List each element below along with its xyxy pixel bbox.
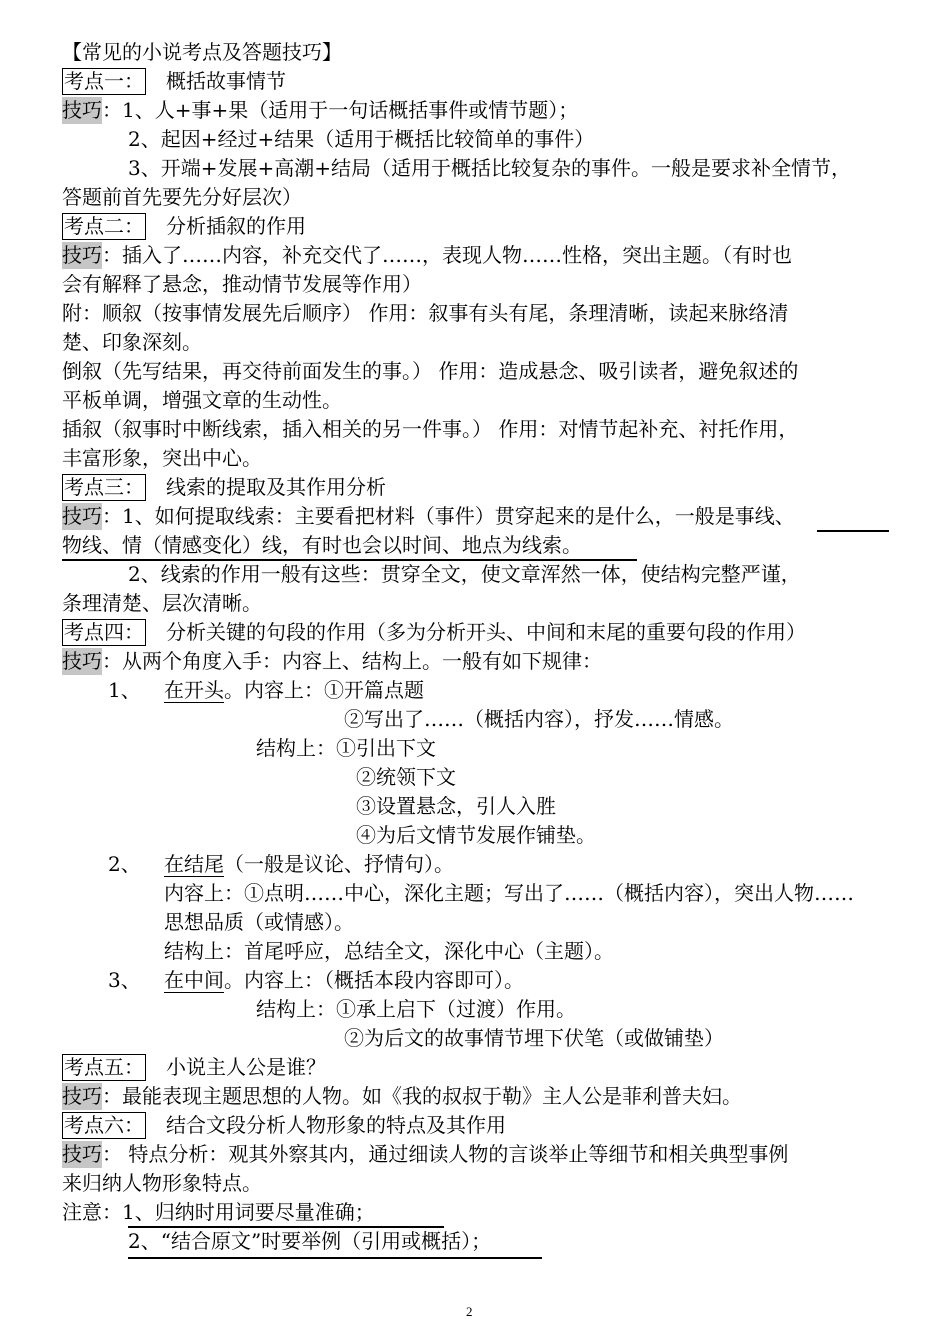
skill-tag: 技巧 bbox=[62, 1084, 102, 1108]
section-label: 考点二： bbox=[64, 214, 144, 238]
paragraph-line bbox=[62, 1198, 892, 1227]
list-item bbox=[62, 850, 892, 879]
paragraph-line: 2、起因+经过+结果（适用于概括比较简单的事件） bbox=[128, 127, 595, 151]
paragraph-line: 会有解释了悬念，推动情节发展等作用） bbox=[62, 272, 422, 296]
paragraph-line: 楚、印象深刻。 bbox=[62, 330, 202, 354]
section-title: 线索的提取及其作用分析 bbox=[166, 475, 386, 499]
section-2-header bbox=[62, 212, 892, 241]
paragraph-line: 插叙（叙事时中断线索，插入相关的另一件事。） 作用：对情节起补充、衬托作用， bbox=[62, 417, 799, 441]
section-label: 考点四： bbox=[64, 620, 144, 644]
text: ：从两个角度入手：内容上、结构上。一般有如下规律： bbox=[102, 649, 602, 673]
paragraph-line: 思想品质（或情感）。 bbox=[164, 910, 354, 934]
paragraph-line: ②统领下文 bbox=[356, 765, 456, 789]
text: ：最能表现主题思想的人物。如《我的叔叔于勒》主人公是菲利普夫妇。 bbox=[102, 1084, 742, 1108]
paragraph-line: 结构上：①承上启下（过渡）作用。 bbox=[256, 997, 576, 1021]
paragraph-line: 内容上：①点明……中心，深化主题；写出了……（概括内容），突出人物…… bbox=[164, 881, 854, 905]
paragraph-line bbox=[62, 647, 892, 676]
paragraph-line: 条理清楚、层次清晰。 bbox=[62, 591, 262, 615]
paragraph-line: 来归纳人物形象特点。 bbox=[62, 1171, 262, 1195]
page-number: 2 bbox=[466, 1304, 473, 1319]
list-item bbox=[62, 676, 892, 705]
underlined-term: 在开头 bbox=[164, 678, 224, 702]
text: 注意：1、归纳时用词要尽量准确； bbox=[62, 1200, 375, 1224]
skill-tag: 技巧 bbox=[62, 1142, 102, 1166]
section-label: 考点三： bbox=[64, 475, 144, 499]
paragraph-line: 结构上：首尾呼应，总结全文，深化中心（主题）。 bbox=[164, 939, 614, 963]
text: 。内容上：①开篇点题 bbox=[224, 678, 424, 702]
doc-heading: 【常见的小说考点及答题技巧】 bbox=[62, 40, 342, 64]
paragraph-line: ②为后文的故事情节埋下伏笔（或做铺垫） bbox=[344, 1026, 724, 1050]
text: （一般是议论、抒情句）。 bbox=[224, 852, 454, 876]
list-number: 1、 bbox=[108, 678, 141, 702]
paragraph-line bbox=[62, 1227, 892, 1256]
underlined-term: 在中间 bbox=[164, 968, 224, 992]
paragraph-line: 倒叙（先写结果，再交待前面发生的事。） 作用：造成悬念、吸引读者，避免叙述的 bbox=[62, 359, 799, 383]
paragraph-line: 答题前首先要先分好层次） bbox=[62, 185, 302, 209]
paragraph-line bbox=[62, 1082, 892, 1111]
paragraph-line bbox=[62, 241, 892, 270]
text: ： 特点分析：观其外察其内，通过细读人物的言谈举止等细节和相关典型事例 bbox=[102, 1142, 789, 1166]
section-title: 概括故事情节 bbox=[166, 69, 286, 93]
paragraph-line: 附：顺叙（按事情发展先后顺序） 作用：叙事有头有尾，条理清晰，读起来脉络清 bbox=[62, 301, 789, 325]
skill-tag: 技巧 bbox=[62, 504, 102, 528]
section-label: 考点六： bbox=[64, 1113, 144, 1137]
paragraph-line: ④为后文情节发展作铺垫。 bbox=[356, 823, 596, 847]
section-5-header bbox=[62, 1053, 892, 1082]
section-title: 结合文段分析人物形象的特点及其作用 bbox=[166, 1113, 506, 1137]
paragraph-line bbox=[62, 531, 892, 560]
paragraph-line: 结构上：①引出下文 bbox=[256, 736, 436, 760]
section-title: 分析插叙的作用 bbox=[166, 214, 306, 238]
section-4-header bbox=[62, 618, 892, 647]
paragraph-line: ②写出了……（概括内容），抒发……情感。 bbox=[344, 707, 734, 731]
paragraph-line bbox=[62, 96, 892, 125]
list-number: 2、 bbox=[108, 852, 141, 876]
text: ：插入了……内容，补充交代了……，表现人物……性格，突出主题。（有时也 bbox=[102, 243, 792, 267]
section-title: 分析关键的句段的作用（多为分析开头、中间和末尾的重要句段的作用） bbox=[166, 620, 806, 644]
section-6-header bbox=[62, 1111, 892, 1140]
underlined-term: 在结尾 bbox=[164, 852, 224, 876]
list-item bbox=[62, 966, 892, 995]
section-label: 考点五： bbox=[64, 1055, 144, 1079]
paragraph-line bbox=[62, 502, 892, 531]
paragraph-line: 平板单调，增强文章的生动性。 bbox=[62, 388, 342, 412]
paragraph-line: 丰富形象，突出中心。 bbox=[62, 446, 262, 470]
list-number: 3、 bbox=[108, 968, 141, 992]
text: 。内容上：（概括本段内容即可）。 bbox=[224, 968, 524, 992]
section-3-header bbox=[62, 473, 892, 502]
skill-tag: 技巧 bbox=[62, 243, 102, 267]
document-page bbox=[62, 38, 892, 1256]
text: ：1、人+事+果（适用于一句话概括事件或情节题）； bbox=[102, 98, 579, 122]
section-title: 小说主人公是谁？ bbox=[166, 1055, 326, 1079]
paragraph-line: ③设置悬念，引人入胜 bbox=[356, 794, 556, 818]
text: 2、“结合原文”时要举例（引用或概括）； bbox=[128, 1229, 492, 1253]
text: 物线、情（情感变化）线，有时也会以时间、地点为线索。 bbox=[62, 533, 582, 557]
section-1-header bbox=[62, 67, 892, 96]
section-label: 考点一： bbox=[64, 69, 144, 93]
text: ：1、如何提取线索：主要看把材料（事件）贯穿起来的是什么，一般是事线、 bbox=[102, 504, 795, 528]
skill-tag: 技巧 bbox=[62, 98, 102, 122]
underline-mark bbox=[128, 1257, 542, 1259]
paragraph-line: 3、开端+发展+高潮+结局（适用于概括比较复杂的事件。一般是要求补全情节， bbox=[128, 156, 851, 180]
skill-tag: 技巧 bbox=[62, 649, 102, 673]
paragraph-line: 2、线索的作用一般有这些：贯穿全文，使文章浑然一体，使结构完整严谨， bbox=[128, 562, 801, 586]
paragraph-line bbox=[62, 1140, 892, 1169]
